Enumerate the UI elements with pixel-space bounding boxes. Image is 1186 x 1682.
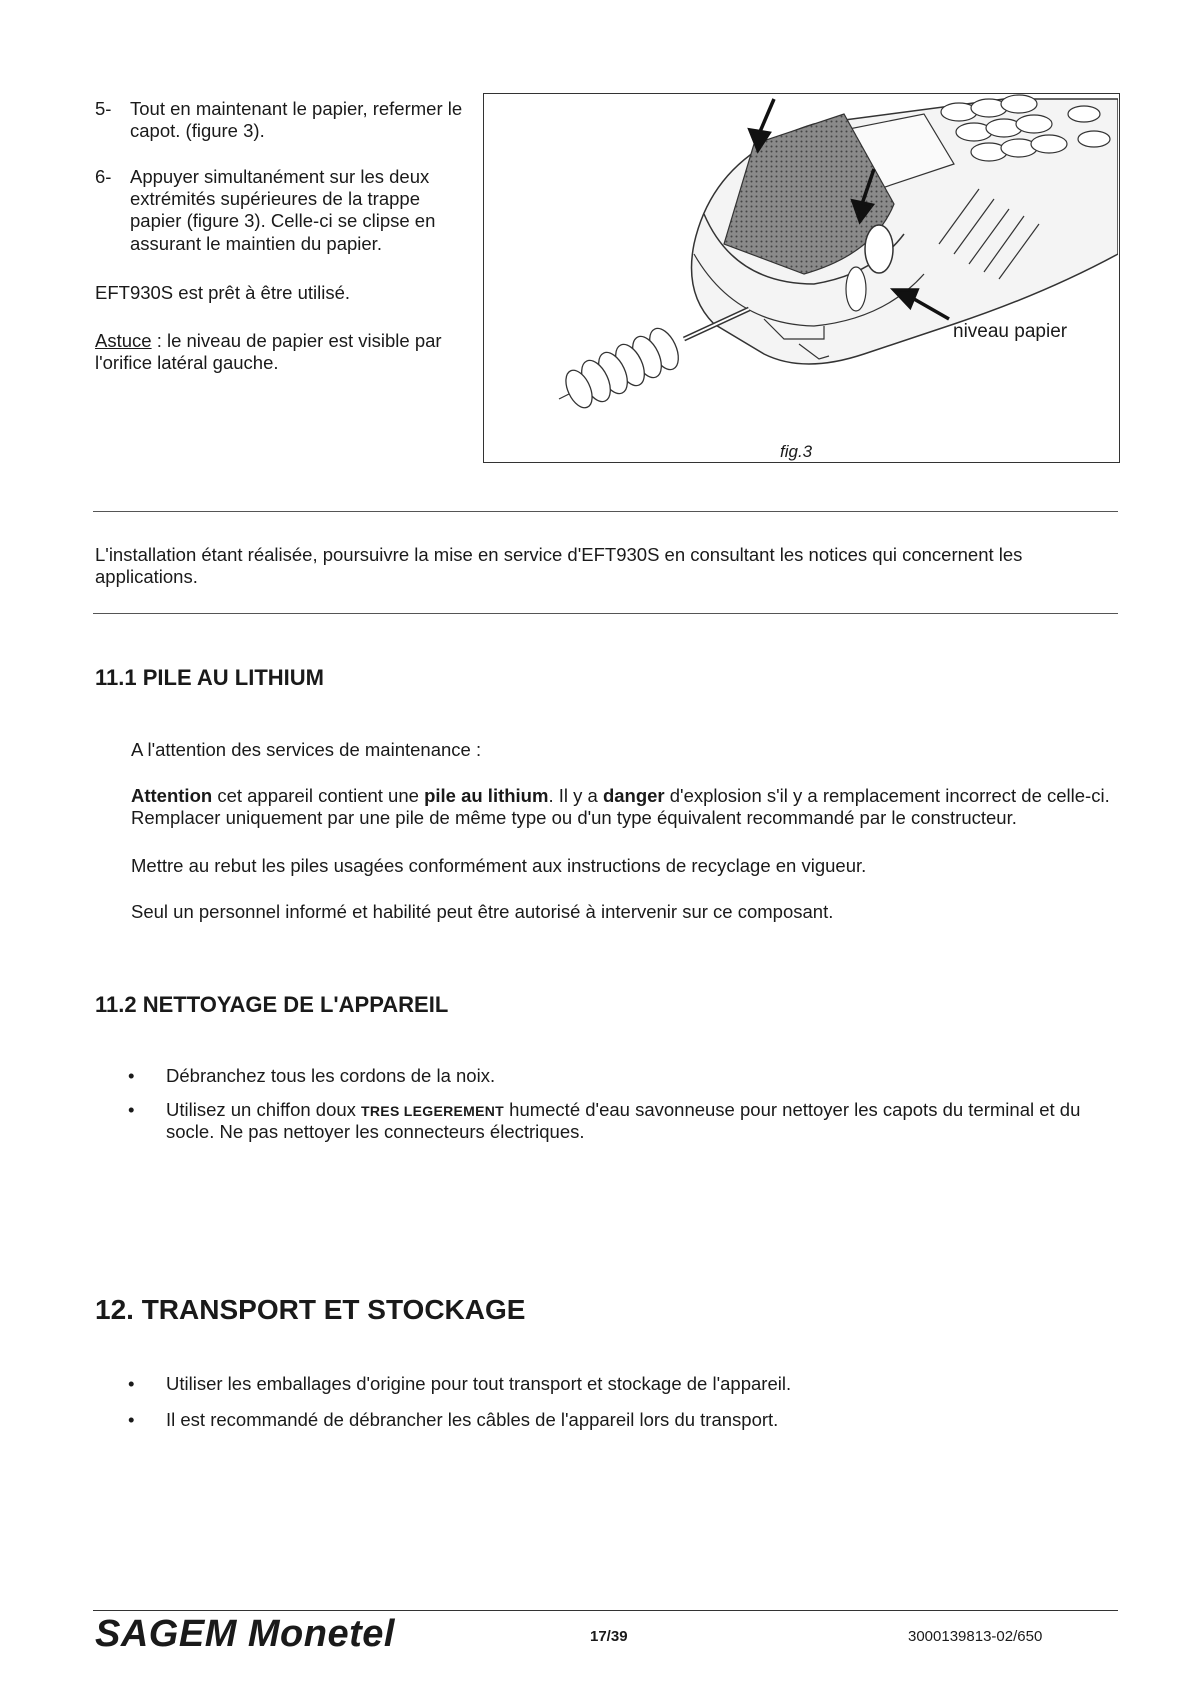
tip-label: Astuce [95,330,152,351]
tip-text: : le niveau de papier est visible par l'orifice latéral gauche. [95,330,442,374]
step-text: Appuyer simultanément sur les deux extrémités supérieures de la trappe papier (figure 3). Celle-ci se clipse en assurant le maintien du papier. [130,166,436,254]
list-item: • Utiliser les emballages d'origine pour tout transport et stockage de l'appareil. [128,1373,792,1394]
bullet-icon: • [128,1409,135,1430]
disposal-paragraph: Mettre au rebut les piles usagées conformément aux instructions de recyclage en vigueur. [131,855,867,876]
footer-divider [93,1610,1118,1611]
warning-emphasis: pile au lithium [424,785,549,806]
terminal-illustration [484,94,1118,461]
personnel-paragraph: Seul un personnel informé et habilité peut être autorisé à intervenir sur ce composant. [131,901,834,922]
figure-caption: fig.3 [780,442,813,461]
section-heading-11-2: 11.2 NETTOYAGE DE L'APPAREIL [95,992,449,1017]
step-5 [95,98,475,142]
section-heading-12: 12. TRANSPORT ET STOCKAGE [95,1294,526,1325]
bullet-icon: • [128,1099,135,1120]
lithium-warning-paragraph: Attention cet appareil contient une pile au lithium. Il y a danger d'explosion s'il y a remplacement incorrect de celle-ci. Remplacer uniquement par une pile de même type ou d'un type équivalent recommandé par le constructeur. [131,785,1110,829]
divider [93,613,1118,614]
install-paragraph: L'installation étant réalisée, poursuivre la mise en service d'EFT930S en consultant les notices qui concernent les applications. [95,544,1023,588]
footer-logo: SAGEM Monetel [95,1613,395,1655]
document-reference: 3000139813-02/650 [908,1628,1043,1645]
divider [93,511,1118,512]
bullet-icon: • [128,1373,135,1394]
emphasis-small-caps: TRES LEGEREMENT [361,1103,505,1119]
list-item: • Débranchez tous les cordons de la noix. [128,1065,496,1086]
tip-paragraph [95,330,475,374]
step-number: 5- [95,98,112,119]
step-6 [95,166,475,255]
figure-label-niveau-papier: niveau papier [953,321,1068,342]
ready-text: EFT930S est prêt à être utilisé. [95,282,351,303]
bullet-icon: • [128,1065,135,1086]
step-text: Tout en maintenant le papier, refermer le capot. (figure 3). [130,98,463,142]
figure-3 [483,93,1120,463]
warning-emphasis: danger [602,785,665,806]
warning-emphasis: Attention [131,785,213,806]
maintenance-intro: A l'attention des services de maintenance : [131,739,482,760]
step-number: 6- [95,166,112,187]
list-item: • Utilisez un chiffon doux TRES LEGEREMENT humecté d'eau savonneuse pour nettoyer les capots du terminal et du socle. Ne pas nettoyer les connecteurs électriques. [128,1099,1081,1143]
list-item: • Il est recommandé de débrancher les câbles de l'appareil lors du transport. [128,1409,779,1430]
section-heading-11-1: 11.1 PILE AU LITHIUM [95,665,325,690]
page-number: 17/39 [590,1628,628,1645]
